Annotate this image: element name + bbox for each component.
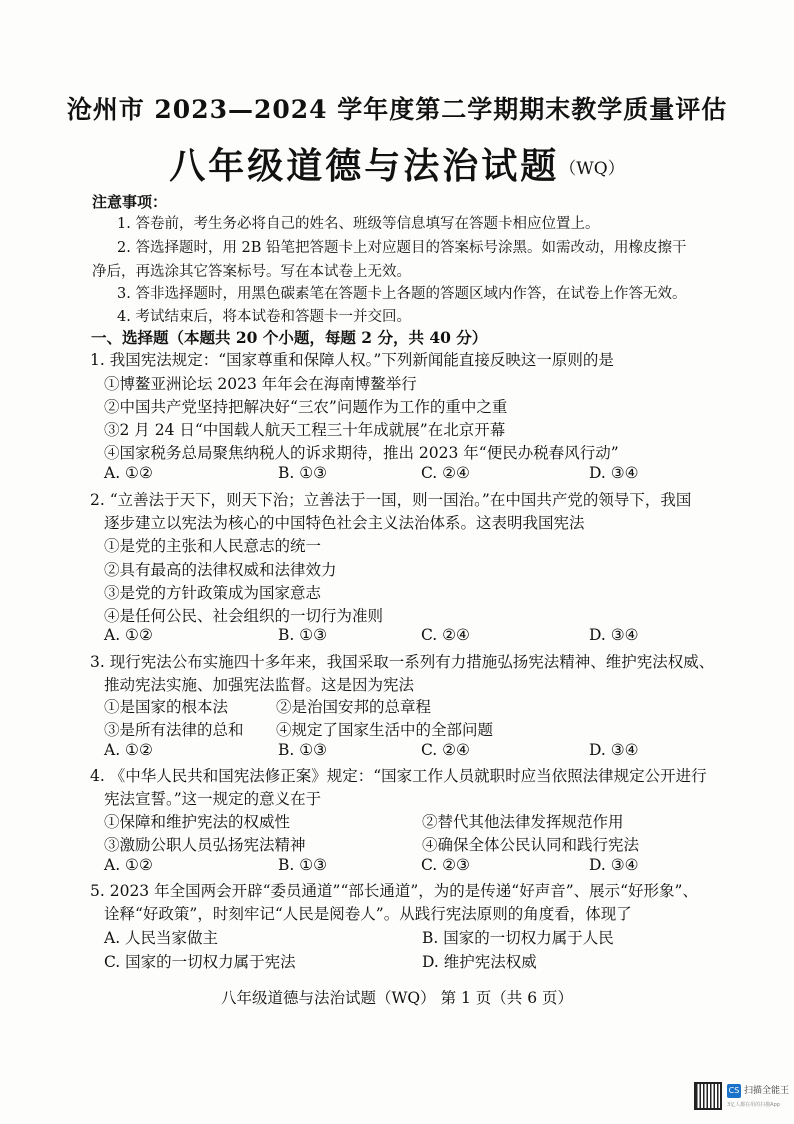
option-b: B. ①③ [278, 856, 328, 874]
statement: ②具有最高的法律权威和法律效力 [104, 561, 337, 579]
option-d: D. 维护宪法权威 [422, 953, 537, 971]
statement: ③2 月 24 日“中国载人航天工程三十年成就展”在北京开幕 [104, 421, 506, 439]
statement: ①保障和维护宪法的权威性 [104, 813, 291, 831]
option-a: A. ①② [104, 626, 153, 644]
statement: ④规定了国家生活中的全部问题 [276, 721, 494, 739]
statement: ④确保全体公民认同和践行宪法 [422, 836, 640, 854]
exam-region-title: 沧州市 2023—2024 学年度第二学期期末教学质量评估 [66, 95, 728, 124]
statement: ③是所有法律的总和 [104, 721, 244, 739]
option-c: C. ②③ [421, 856, 470, 874]
question-stem: 4. 《中华人民共和国宪法修正案》规定：“国家工作人员就职时应当依照法律规定公开进行 [90, 767, 707, 785]
statement: ②中国共产党坚持把解决好“三农”问题作为工作的重中之重 [104, 398, 508, 416]
notice-item-2: 2. 答选择题时，用 2B 铅笔把答题卡上对应题目的答案标号涂黑。如需改动，用橡皮擦干 [117, 240, 687, 256]
question-stem-cont: 诠释“好政策”，时刻牢记“人民是阅卷人”。从践行宪法原则的角度看，体现了 [104, 905, 632, 923]
statement: ①是国家的根本法 [104, 698, 229, 716]
notice-item-4: 4. 考试结束后，将本试卷和答题卡一并交回。 [117, 309, 411, 325]
question-stem-cont: 推动宪法实施、加强宪法监督。这是因为宪法 [104, 676, 415, 694]
question-stem-cont: 宪法宣誓。”这一规定的意义在于 [104, 790, 322, 808]
statement: ②是治国安邦的总章程 [276, 698, 432, 716]
option-d: D. ③④ [589, 626, 639, 644]
statement: ④是任何公民、社会组织的一切行为准则 [104, 607, 384, 625]
option-a: A. ①② [104, 464, 153, 482]
option-c: C. 国家的一切权力属于宪法 [104, 953, 296, 971]
statement: ②替代其他法律发挥规范作用 [422, 813, 624, 831]
scanner-watermark [694, 1082, 790, 1114]
question-stem: 3. 现行宪法公布实施四十多年来，我国采取一系列有力措施弘扬宪法精神、维护宪法权威、 [90, 653, 715, 671]
option-d: D. ③④ [589, 856, 639, 874]
notice-item-2-cont: 净后，再选涂其它答案标号。写在本试卷上无效。 [92, 264, 411, 280]
paper-code: （WQ） [559, 159, 625, 179]
question-stem: 2. “立善法于天下，则天下治；立善法于一国，则一国治。”在中国共产党的领导下，我国 [90, 491, 692, 509]
option-c: C. ②④ [421, 464, 470, 482]
camscanner-logo: CS [727, 1084, 741, 1098]
camscanner-name: 扫描全能王 [744, 1086, 790, 1096]
statement: ①博鳌亚洲论坛 2023 年年会在海南博鳌举行 [104, 375, 417, 393]
option-b: B. ①③ [278, 464, 328, 482]
statement: ④国家税务总局聚焦纳税人的诉求期待，推出 2023 年“便民办税春风行动” [104, 444, 619, 462]
qr-code-icon [694, 1082, 722, 1110]
option-d: D. ③④ [589, 464, 639, 482]
option-c: C. ②④ [421, 741, 470, 759]
option-d: D. ③④ [589, 741, 639, 759]
option-b: B. ①③ [278, 741, 328, 759]
notice-item-1: 1. 答卷前，考生务必将自己的姓名、班级等信息填写在答题卡相应位置上。 [117, 216, 600, 232]
question-stem: 5. 2023 年全国两会开辟“委员通道”“部长通道”，为的是传递“好声音”、展示“好形象”、 [90, 882, 698, 900]
option-a: A. ①② [104, 741, 153, 759]
camscanner-tagline: 3亿人都在用的扫描App [727, 1102, 780, 1108]
subject-name: 八年级道德与法治试题 [169, 145, 560, 187]
option-c: C. ②④ [421, 626, 470, 644]
statement: ③是党的方针政策成为国家意志 [104, 584, 322, 602]
question-stem-cont: 逐步建立以宪法为核心的中国特色社会主义法治体系。这表明我国宪法 [104, 514, 585, 532]
section-title: 一、选择题（本题共 20 个小题，每题 2 分，共 40 分） [91, 328, 488, 347]
question-stem: 1. 我国宪法规定：“国家尊重和保障人权。”下列新闻能直接反映这一原则的是 [90, 351, 614, 369]
notice-heading: 注意事项： [92, 193, 168, 211]
option-b: B. 国家的一切权力属于人民 [422, 929, 614, 947]
notice-item-3: 3. 答非选择题时，用黑色碳素笔在答题卡上各题的答题区域内作答，在试卷上作答无效。 [117, 286, 687, 302]
option-a: A. 人民当家做主 [104, 929, 219, 947]
option-a: A. ①② [104, 856, 153, 874]
statement: ③激励公职人员弘扬宪法精神 [104, 836, 306, 854]
option-b: B. ①③ [278, 626, 328, 644]
exam-subject-title [0, 138, 794, 189]
page-footer: 八年级道德与法治试题（WQ） 第 1 页（共 6 页） [221, 989, 573, 1007]
statement: ①是党的主张和人民意志的统一 [104, 537, 322, 555]
